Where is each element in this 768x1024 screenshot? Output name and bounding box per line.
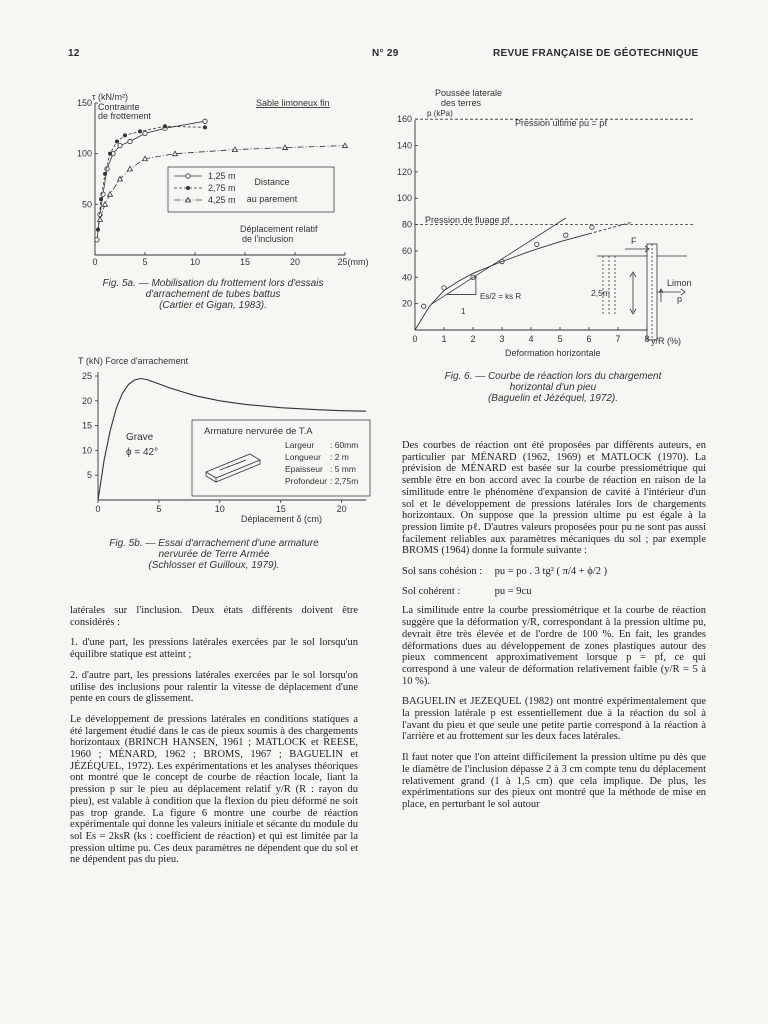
fig5b-armature-sketch [206, 454, 260, 482]
fig5a-xlabel-1: Déplacement relatif [240, 224, 318, 234]
left-paragraph-2: 1. d'une part, les pressions latérales exercées par le sol lorsqu'un équilibre statique est atteint ; [70, 637, 358, 661]
fig5a-x-tick-label: 15 [239, 257, 251, 267]
figure-5a [60, 88, 369, 278]
right-paragraph-1: Des courbes de réaction ont été proposées par différents auteurs, en particulier par MÉNARD (1962, 1969) et MATLOCK (1970). La prévision de MÉNARD est basée sur la courbe pressiométrique qui semble être en bon accord avec la courbe de réaction en raison de la similitude entre le phénomène d'expansion de cavité à l'intérieur d'un sol et le développement de pressions latérales lors de chargements horizontaux. On suppose que la pression ultime pu est égale à la pression limite pℓ. D'autres valeurs proposées pour pu ne sont pas aussi facilement reliables aux paramètres mécaniques du sol ; par exemple BROMS (1964) donne la formule suivante : [402, 440, 706, 557]
fig5a-point [105, 167, 109, 171]
fig6-data-point [564, 233, 568, 237]
figure-6-chart [395, 84, 715, 364]
fig5a-point [143, 131, 147, 135]
fig5a-x-tick-label: 25(mm) [337, 257, 369, 267]
fig5a-y-tick-label: 50 [81, 199, 92, 210]
figure-5b-chart [60, 352, 370, 532]
fig5a-point [103, 202, 108, 207]
fig6-xlabel: Deformation horizontale [505, 348, 601, 358]
right-paragraph-2: La similitude entre la courbe pressiométrique et la courbe de réaction suggère que la déformation y/R, correspondant à la pression ultime pu, devrait être très élevée et de l'ordre de 100 %. En fait, les grandes déformations dues au développement de zones plastiques autour des pieux commencent approximativement lorsque p = pf, ce qui correspond à une valeur de déformation relativement faible (y/R = 5 à 10 %). [402, 605, 706, 687]
fig5a-legend-title-2: au parement [246, 194, 298, 204]
fig6-y-tick-label: 100 [396, 193, 412, 204]
right-paragraph-3: BAGUELIN et JEZEQUEL (1982) ont montré expérimentalement que la pression latérale p est essentiellement due à la réaction du sol à l'avant du pieu et que seule une petite partie correspond à la réaction à l'arrière et au frottement sur les deux faces latérales. [402, 696, 706, 743]
fig5b-param-name-1: Longueur [285, 452, 321, 462]
fig5a-point [123, 133, 127, 137]
fig5a-point [108, 192, 113, 197]
fig5a-point [203, 119, 207, 123]
fig5a-caption-1: Fig. 5a. — Mobilisation du frottement lors d'essais [102, 278, 324, 289]
fig6-caption-3: (Baguelin et Jézéquel, 1972). [487, 393, 619, 404]
fig6-y-tick-label: 120 [396, 166, 412, 177]
fig6-caption [400, 371, 706, 404]
fig6-x-tick-label: 3 [499, 334, 505, 344]
fig6-sketch-soil: Limon [667, 278, 692, 288]
fig5b-xlabel: Déplacement δ (cm) [241, 514, 323, 524]
fig5b-y-tick-label: 20 [81, 395, 92, 406]
fig5a-point [203, 125, 207, 129]
fig6-y-tick-label: 60 [401, 245, 412, 256]
right-paragraph-4: Il faut noter que l'on atteint difficilement la pression ultime pu dès que le diamètre de l'inclusion dépasse 2 à 3 cm compte tenu du déplacement relativement grand (1 à 1,5 cm) que cela implique. De plus, les expérimentations sur des pieux ont montré que la méthode de mise en place, en perturbant le sol autour [402, 752, 706, 810]
fig6-x-tick-label: 5 [557, 334, 563, 344]
fig5b-y-tick-label: 10 [81, 445, 92, 456]
fig6-x-tick-label: 6 [586, 334, 592, 344]
fig5a-legend-marker [186, 186, 190, 190]
fig6-pu-label: Pression ultime pu = pℓ [515, 118, 608, 128]
fig5a-point [128, 139, 132, 143]
fig5a-point [95, 238, 99, 242]
fig5b-soil-1: Grave [126, 432, 154, 443]
fig5a-series-line [97, 121, 205, 240]
fig5a-point [138, 129, 142, 133]
fig5a-legend-marker [186, 174, 190, 178]
fig5a-legend-label: 4,25 m [208, 195, 236, 205]
fig5a-caption [68, 278, 358, 311]
fig6-data-point [590, 225, 594, 229]
fig5b-x-tick-label: 20 [336, 504, 347, 514]
fig6-ylabel-2: des terres [441, 98, 482, 108]
fig5b-y-tick-label: 25 [81, 371, 92, 381]
fig5a-caption-2: d'arrachement de tubes battus [145, 289, 281, 300]
fig6-xaxis-unit: y/R (%) [651, 336, 681, 346]
fig6-ylabel-3: p (kPa) [427, 109, 453, 118]
fig6-curve-extension [589, 222, 633, 234]
left-paragraph-3: 2. d'autre part, les pressions latérales exercées par le sol lorsqu'on utilise des inclusions pour ralentir la vitesse de déplacement d'une pente en cours de glissement. [70, 669, 358, 705]
fig5b-x-tick-label: 0 [95, 504, 101, 514]
formula-cohesionless [402, 566, 706, 578]
fig6-pf-label: Pression de fluage pf [425, 215, 510, 225]
fig5a-point [108, 152, 112, 156]
fig5a-xlabel-2: de l'inclusion [242, 234, 294, 244]
fig6-x-tick-label: 8 [644, 334, 650, 344]
fig5a-point [115, 140, 119, 144]
fig5b-param-name-0: Largeur [285, 440, 315, 450]
fig5a-x-tick-label: 10 [189, 257, 201, 267]
fig5a-legend-box [168, 167, 334, 212]
fig5b-ylabel: T (kN) Force d'arrachement [78, 356, 189, 366]
fig5b-param-value-3: : 2,75m [330, 476, 359, 486]
fig6-sketch-p: p [677, 294, 683, 304]
fig5a-point [99, 197, 103, 201]
fig5a-point [96, 228, 100, 232]
fig5a-point [118, 143, 122, 147]
fig5b-caption [66, 538, 362, 571]
fig5a-point [103, 172, 107, 176]
fig6-ylabel-1: Poussée laterale [435, 88, 503, 98]
fig6-data-point [535, 242, 539, 246]
fig6-reaction-curve [415, 234, 589, 330]
fig6-slope-num: 1 [461, 307, 466, 316]
fig6-x-tick-label: 0 [412, 334, 418, 344]
fig6-x-tick-label: 7 [615, 334, 621, 344]
fig6-y-tick-label: 80 [401, 219, 412, 230]
fig6-pile-sketch [597, 244, 687, 340]
fig6-x-tick-label: 2 [470, 334, 476, 344]
fig5a-point [173, 151, 178, 155]
fig5a-ylabel-2: Contrainte [98, 102, 140, 112]
journal-title: REVUE FRANÇAISE DE GÉOTECHNIQUE [493, 48, 699, 59]
fig5b-y-tick-label: 15 [81, 420, 92, 431]
fig5a-point [128, 166, 133, 171]
figure-5b [60, 352, 370, 532]
fig6-data-point [422, 304, 426, 308]
fig5b-param-name-2: Epaisseur [285, 464, 323, 474]
formula2-expression: pu = 9cu [494, 585, 532, 597]
fig6-y-tick-label: 140 [396, 140, 412, 151]
fig6-sketch-depth: 2,5m [591, 288, 610, 298]
fig5a-legend-label: 1,25 m [208, 171, 236, 181]
fig5b-soil-2: ϕ = 42° [126, 447, 159, 458]
fig6-caption-2: horizontal d'un pieu [509, 382, 597, 393]
fig5a-point [163, 124, 167, 128]
fig5b-caption-3: (Schlosser et Guilloux, 1979). [148, 560, 280, 571]
issue-number: N° 29 [372, 48, 399, 59]
formula1-expression: pu = po . 3 tg² ( π/4 + ϕ/2 ) [494, 566, 608, 578]
formula2-label: Sol cohérent : [402, 585, 461, 597]
fig5a-y-tick-label: 100 [76, 148, 92, 159]
left-paragraph-4: Le développement de pressions latérales en conditions statiques a été largement étudié dans le cas de pieux soumis à des chargements horizontaux (BRINCH HANSEN, 1961 ; MATLOCK et REESE, 1960 ; MÉNARD, 1962 ; BROMS, 1967 ; BAGUELIN et JÉZÉQUEL, 1972). Les expérimentations et les analyses théoriques ont montré que le concept de courbe de réaction locale, liant la pression p sur le pieu au déplacement relatif y/R (R : rayon du pieu), est valable à condition que la flexion du pieu déformé ne soit pas trop grande. La figure 6 montre une courbe de réaction expérimentale qui donne les valeurs initiale et sécante du module du sol Es = 2ksR (ks : coefficient de réaction) et qui est limitée par la pression ultime pu. Ces deux paramètres ne dépendent que du sol et ne dépendent pas du pieu. [70, 713, 358, 866]
fig5b-caption-2: nervurée de Terre Armée [158, 549, 270, 560]
fig5a-ylabel-3: de frottement [98, 111, 152, 121]
fig5a-legend-label: 2,75 m [208, 183, 236, 193]
left-column-text [70, 605, 358, 875]
fig5a-soil-label: Sable limoneux fin [256, 98, 330, 108]
fig6-y-tick-label: 40 [401, 272, 412, 283]
figure-6 [395, 84, 715, 364]
fig5b-param-name-3: Profondeur [285, 476, 328, 486]
fig6-y-tick-label: 20 [401, 298, 412, 309]
fig5a-ylabel-1: τ (kN/m²) [92, 92, 129, 102]
fig6-caption-1: Fig. 6. — Courbe de réaction lors du chargement [444, 371, 662, 382]
fig5b-y-tick-label: 5 [86, 470, 92, 481]
fig5b-param-value-1: : 2 m [330, 452, 349, 462]
formula1-label: Sol sans cohésion : [402, 566, 483, 578]
right-column-text [402, 440, 706, 820]
fig5a-x-tick-label: 20 [289, 257, 301, 267]
fig6-initial-line [432, 218, 565, 304]
fig5a-legend-title-1: Distance [254, 177, 290, 187]
fig5a-point [98, 217, 103, 222]
fig5b-box-title: Armature nervurée de T.A [204, 426, 313, 437]
page-number: 12 [68, 48, 80, 59]
fig5a-y-tick-label: 150 [76, 98, 92, 108]
fig6-slope-label: Es/2 = ks R [480, 292, 522, 301]
formula-cohesive [402, 586, 706, 598]
fig6-x-tick-label: 1 [441, 334, 447, 344]
fig5b-x-tick-label: 15 [275, 504, 286, 514]
fig6-sketch-f: F [631, 236, 637, 246]
fig5b-x-tick-label: 5 [156, 504, 162, 514]
figure-5a-chart [60, 88, 369, 278]
fig5b-param-value-0: : 60mm [330, 440, 359, 450]
fig6-x-tick-label: 4 [528, 334, 534, 344]
fig5a-x-tick-label: 5 [142, 257, 148, 267]
fig6-y-tick-label: 160 [396, 114, 412, 125]
fig5b-param-value-2: : 5 mm [330, 464, 356, 474]
left-paragraph-1: latérales sur l'inclusion. Deux états différents doivent être considérés : [70, 605, 358, 628]
fig5b-x-tick-label: 10 [214, 504, 225, 514]
fig5a-caption-3: (Cartier et Gigan, 1983). [159, 300, 267, 311]
fig5b-caption-1: Fig. 5b. — Essai d'arrachement d'une armature [109, 538, 319, 549]
fig5a-x-tick-label: 0 [92, 257, 98, 267]
